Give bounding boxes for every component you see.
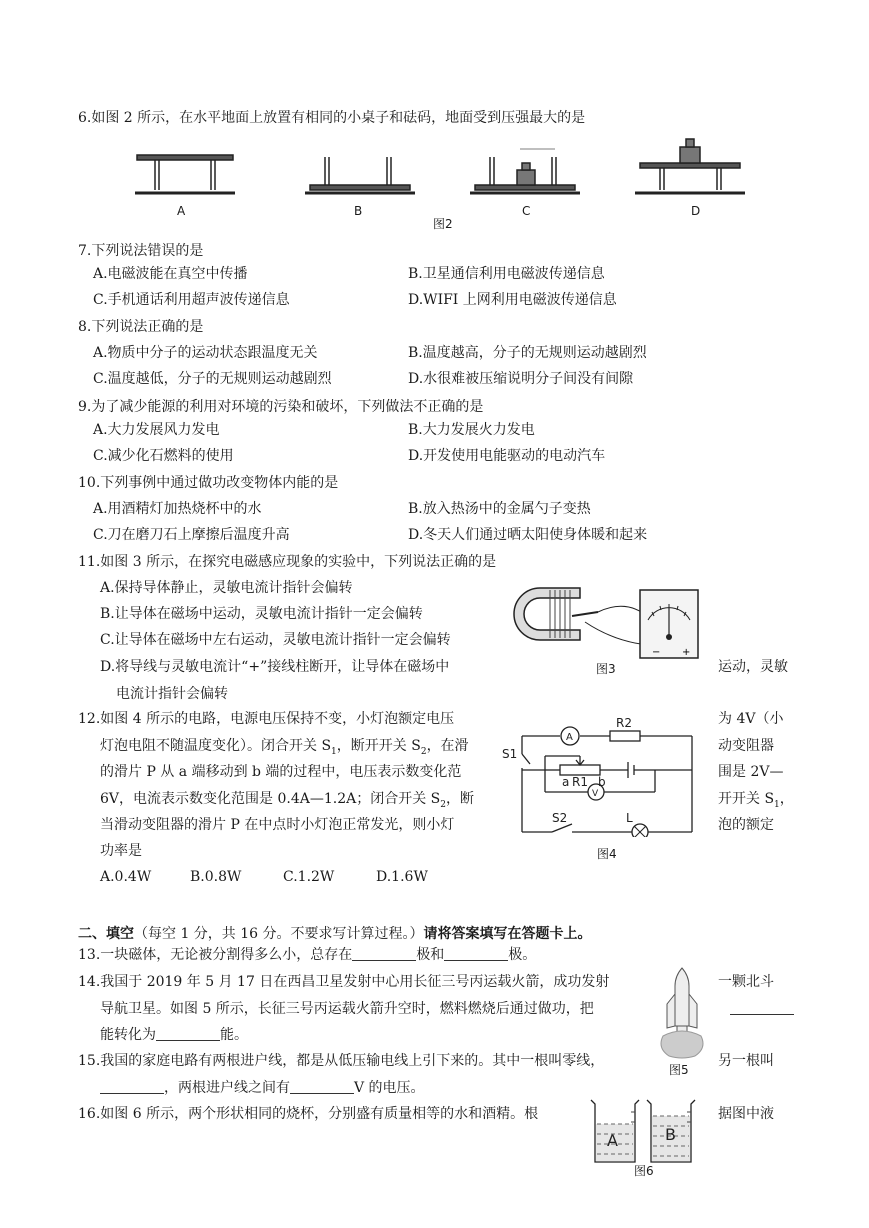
figure-2-caption: 图2 — [433, 217, 453, 231]
q12-line3: 的滑片 P 从 a 端移动到 b 端的过程中，电压表示数变化范 — [100, 764, 462, 780]
beaker-b-label: B — [665, 1125, 676, 1144]
q14-line2: 导航卫星。如图 5 所示，长征三号丙运载火箭升空时，燃料燃烧后通过做功，把 — [100, 1001, 594, 1017]
ammeter-label: A — [566, 732, 573, 743]
table-c — [470, 149, 580, 193]
q10-option-c: C.刀在磨刀石上摩擦后温度升高 — [93, 527, 290, 543]
r1-label: R1 — [572, 775, 588, 789]
q14-line3: 能转化为 能。 — [100, 1027, 248, 1043]
table-b — [305, 157, 415, 193]
q11-option-d-line1-right: 运动，灵敏 — [718, 659, 788, 675]
figure-6-caption: 图6 — [634, 1164, 654, 1178]
q12-option-a: A.0.4W — [100, 869, 152, 885]
q6-label-c: C — [522, 204, 531, 218]
q8-option-d: D.水很难被压缩说明分子间没有间隙 — [408, 371, 634, 387]
q14-line1-right: 一颗北斗 — [718, 974, 774, 990]
conductor — [572, 612, 598, 616]
q10-stem: 10.下列事例中通过做功改变物体内能的是 — [78, 475, 339, 491]
q9-option-d: D.开发使用电能驱动的电动汽车 — [408, 448, 606, 464]
s2-label: S2 — [552, 811, 568, 825]
q12-line2-right: 动变阻器 — [718, 738, 774, 754]
q8-option-c: C.温度越低，分子的无规则运动越剧烈 — [93, 371, 332, 387]
q15-line2: ，两根进户线之间有 V 的电压。 — [100, 1078, 425, 1098]
r2-label: R2 — [616, 716, 632, 730]
q16-line1-right: 据图中液 — [718, 1106, 774, 1122]
figure-3-caption: 图3 — [596, 662, 616, 676]
q14-line1: 14.我国于 2019 年 5 月 17 日在西昌卫星发射中心用长征三号丙运载火箭，成功发射 — [78, 974, 610, 990]
figure-5-caption: 图5 — [669, 1063, 689, 1077]
q10-option-a: A.用酒精灯加热烧杯中的水 — [93, 501, 262, 517]
q11-option-a: A.保持导体静止，灵敏电流计指针会偏转 — [100, 580, 353, 596]
q11-option-d-line2: 电流计指针会偏转 — [116, 686, 228, 702]
q9-option-a: A.大力发展风力发电 — [93, 422, 220, 438]
q12-line4-right: 开开关 $S_1$， — [718, 791, 794, 810]
svg-text:−: − — [652, 647, 661, 658]
q12-line5: 当滑动变阻器的滑片 P 在中点时小灯泡正常发光，则小灯 — [100, 817, 455, 833]
lamp-label: L — [626, 811, 633, 825]
svg-text:+: + — [682, 647, 691, 658]
q10-option-b: B.放入热汤中的金属勺子变热 — [408, 501, 591, 517]
q15-line1: 15.我国的家庭电路有两根进户线，都是从低压输电线上引下来的。其中一根叫零线， — [78, 1053, 605, 1069]
s1-label: S1 — [502, 747, 518, 761]
q9-stem: 9.为了减少能源的利用对环境的污染和破坏，下列做法不正确的是 — [78, 399, 484, 415]
q6-stem: 6.如图 2 所示，在水平地面上放置有相同的小桌子和砝码，地面受到压强最大的是 — [78, 110, 586, 126]
q7-option-b: B.卫星通信利用电磁波传递信息 — [408, 266, 605, 282]
q11-option-c: C.让导体在磁场中左右运动，灵敏电流计指针一定会偏转 — [100, 632, 451, 648]
q16-line1: 16.如图 6 所示，两个形状相同的烧杯，分别盛有质量相等的水和酒精。根 — [78, 1106, 539, 1122]
q7-option-a: A.电磁波能在真空中传播 — [93, 266, 248, 282]
q9-option-c: C.减少化石燃料的使用 — [93, 448, 234, 464]
table-d — [635, 139, 745, 193]
figure-4-caption: 图4 — [597, 847, 617, 861]
q12-line2: 灯泡电阻不随温度变化）。闭合开关 $S_1$，断开开关 $S_2$，在滑 — [100, 738, 469, 757]
q6-label-b: B — [354, 204, 363, 218]
q11-option-d-line1: D.将导线与灵敏电流计“+”接线柱断开，让导体在磁场中 — [100, 659, 450, 675]
q15-line1-right: 另一根叫 — [718, 1053, 774, 1069]
beaker-a-label: A — [607, 1131, 618, 1150]
q12-line5-right: 泡的额定 — [718, 817, 774, 833]
q12-line1-right: 为 4V（小 — [718, 711, 784, 727]
q8-option-a: A.物质中分子的运动状态跟温度无关 — [93, 345, 318, 361]
q14-line2-blank — [730, 999, 794, 1019]
q12-line1: 12.如图 4 所示的电路，电源电压保持不变，小灯泡额定电压 — [78, 711, 455, 727]
q12-option-d: D.1.6W — [376, 869, 428, 885]
table-a — [135, 155, 235, 193]
q11-option-b: B.让导体在磁场中运动，灵敏电流计指针一定会偏转 — [100, 606, 423, 622]
q6-label-d: D — [691, 204, 701, 218]
q12-option-c: C.1.2W — [283, 869, 335, 885]
figure-2 — [125, 135, 745, 225]
q6-label-a: A — [177, 204, 186, 218]
figure-4-circuit — [500, 712, 705, 837]
q12-line4: 6V，电流表示数变化范围是 0.4A—1.2A；闭合开关 $S_2$，断 — [100, 791, 474, 810]
q11-stem: 11.如图 3 所示，在探究电磁感应现象的实验中，下列说法正确的是 — [78, 554, 497, 570]
q12-line3-right: 围是 2V— — [718, 764, 784, 780]
q7-option-d: D.WIFI 上网利用电磁波传递信息 — [408, 292, 617, 308]
section2-heading: 二、填空（每空 1 分，共 16 分。不要求写计算过程。）请将答案填写在答题卡上。 — [78, 926, 592, 942]
q10-option-d: D.冬天人们通过晒太阳使身体暖和起来 — [408, 527, 648, 543]
terminal-a-label: a — [562, 775, 570, 789]
figure-5-rocket — [655, 964, 710, 1060]
q7-option-c: C.手机通话利用超声波传递信息 — [93, 292, 290, 308]
q12-line6: 功率是 — [100, 843, 142, 859]
q12-option-b: B.0.8W — [190, 869, 242, 885]
q8-stem: 8.下列说法正确的是 — [78, 319, 204, 335]
terminal-b-label: b — [598, 775, 606, 789]
q9-option-b: B.大力发展火力发电 — [408, 422, 535, 438]
figure-3 — [500, 572, 710, 667]
figure-6-beakers — [585, 1092, 700, 1167]
q7-stem: 7.下列说法错误的是 — [78, 243, 204, 259]
voltmeter-label: V — [592, 789, 599, 799]
q8-option-b: B.温度越高，分子的无规则运动越剧烈 — [408, 345, 647, 361]
q13-text: 13.一块磁体，无论被分割得多么小，总存在 极和 极。 — [78, 947, 537, 963]
